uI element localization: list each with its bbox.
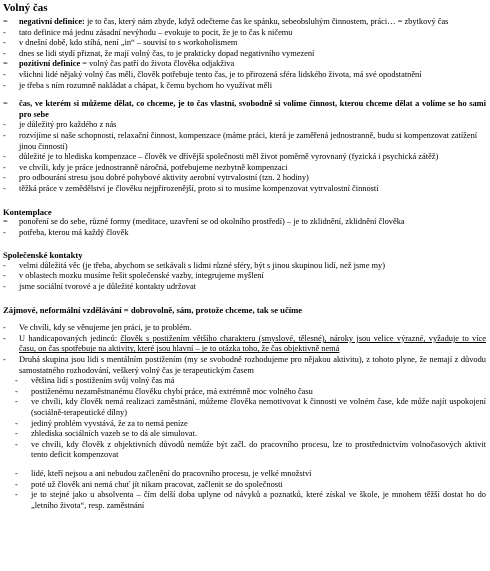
bullet-item — [3, 261, 486, 272]
dash-bullet-icon: - — [3, 162, 6, 172]
text-run: všichni lidé nějaký volný čas měli, člověk potřebuje tento čas, je to přirozená sféra lidského života, má své opodstatnění — [19, 69, 422, 79]
paragraph-spacer — [3, 461, 486, 469]
text-run: ve chvíli, kdy člověk z objektivních důvodů nemůže být začl. do pracovního procesu, lze to prostřednictvím volnočasových aktivit tento deficit kompenzovat — [31, 439, 486, 460]
dash-bullet-icon: - — [3, 48, 6, 58]
bullet-item — [3, 184, 486, 195]
bullet-item — [3, 217, 486, 228]
bullet-text — [31, 419, 486, 430]
text-run: jsme sociální tvorové a je důležité kontakty udržovat — [19, 282, 196, 292]
bullet-item — [3, 480, 486, 491]
text-run: velmi důležitá věc (je třeba, abychom se setkávali s lidmi různé sféry, být s jinou skupinou lidí, než jsme my) — [19, 260, 386, 270]
text-run: = volný čas patří do života člověka odjakživa — [80, 59, 235, 69]
bullet-item — [3, 38, 486, 49]
equals-bullet-icon: = — [3, 59, 8, 69]
bullet-item — [3, 271, 486, 282]
dash-bullet-icon: - — [3, 27, 6, 37]
bullet-item — [3, 429, 486, 440]
dash-bullet-icon: - — [3, 69, 6, 79]
dash-bullet-icon: - — [3, 323, 6, 333]
text-run: rozvíjíme si naše schopnosti, relaxační činnost, kompenzace (máme práci, která je zaměřená jednostranně, budu si kompenzovat zatížení jinou činností) — [19, 130, 478, 151]
dash-bullet-icon: - — [3, 38, 6, 48]
bullet-item — [3, 397, 486, 418]
equals-bullet-icon: = — [3, 99, 8, 109]
bullet-item — [3, 419, 486, 430]
bullet-text — [19, 228, 486, 239]
text-run: je to čas, který nám zbyde, když odečteme čas ke spánku, sebeobsluhým činnostem, práci… = zbytkový čas — [84, 17, 449, 26]
bullet-text — [31, 440, 486, 461]
bullet-text — [19, 28, 486, 39]
bullet-item — [3, 282, 486, 293]
paragraph-spacer — [3, 238, 486, 246]
bullet-text — [31, 490, 486, 511]
bullet-item — [3, 81, 486, 92]
paragraph-spacer — [3, 195, 486, 203]
text-run: negativní definice: — [19, 17, 85, 26]
text-run: potřeba, kterou má každý člověk — [19, 227, 129, 237]
text-run: tato definice má jednu zásadní nevýhodu – evokuje to pocit, že je to čas k ničemu — [19, 27, 293, 37]
bullet-item — [3, 131, 486, 152]
section-heading — [3, 305, 486, 316]
dash-bullet-icon: - — [3, 282, 6, 292]
dash-bullet-icon: - — [3, 130, 6, 140]
bullet-item — [3, 173, 486, 184]
bullet-text — [31, 429, 486, 440]
text-run: důležité je to hlediska kompenzace – člověk ve dřívější společnosti měl život poměrně vyrovnaný (fyzická i psychická zátěž) — [19, 152, 439, 162]
dash-bullet-icon: - — [3, 271, 6, 281]
section-heading — [3, 250, 486, 261]
bullet-text — [19, 131, 486, 152]
dash-bullet-icon: - — [3, 355, 6, 365]
bullet-item — [3, 163, 486, 174]
text-run: v dnešní době, kdo stíhá, není „in“ – souvisí to s workoholismem — [19, 38, 238, 48]
bullet-item — [3, 120, 486, 131]
dash-bullet-icon: - — [15, 386, 18, 396]
page-title: Volný čas — [3, 2, 48, 14]
bullet-item — [3, 376, 486, 387]
bullet-item — [3, 99, 486, 120]
paragraph-spacer — [3, 91, 486, 99]
bullet-item — [3, 387, 486, 398]
bullet-item — [3, 28, 486, 39]
dash-bullet-icon: - — [3, 183, 6, 193]
bullet-text — [19, 323, 486, 334]
bullet-item — [3, 490, 486, 511]
bullet-text — [19, 334, 486, 355]
paragraph-spacer — [3, 293, 486, 301]
text-run: poté už člověk ani nemá chuť jít nikam pracovat, začlenit se do společnosti — [31, 479, 283, 489]
bullet-text — [19, 17, 486, 28]
bullet-item — [3, 152, 486, 163]
text-run: Zájmové, neformální vzdělávání — [3, 304, 122, 315]
paragraph-spacer — [3, 315, 486, 323]
text-run: v oblastech mozku musíme řešit společenské vazby, integrujeme myšlení — [19, 271, 264, 281]
bullet-text — [31, 469, 486, 480]
bullet-text — [19, 38, 486, 49]
bullet-text — [19, 99, 486, 120]
text-run: ve chvíli, kdy je práce jednostranně náročná, potřebujeme nezbytně kompenzaci — [19, 162, 288, 172]
text-run: je třeba s ním rozumně nakládat a chápat, k čemu bychom ho využívat měli — [19, 80, 273, 90]
text-run: postiženému nezaměstnanému člověku chybí práce, má extrémně moc volného času — [31, 386, 313, 396]
dash-bullet-icon: - — [3, 173, 6, 183]
equals-bullet-icon: = — [3, 17, 8, 26]
text-run: těžká práce v zemědělství je člověku nejpřirozenější, proto si to musíme kompenzovat vytrvalostní činností — [19, 183, 379, 193]
bullet-text — [19, 120, 486, 131]
bullet-text — [19, 173, 486, 184]
bullet-text — [31, 397, 486, 418]
dash-bullet-icon: - — [15, 468, 18, 478]
text-run: čas, ve kterém si můžeme dělat, co chceme, je to čas vlastní, svobodně si volíme činnost, kterou chceme dělat a volíme se ho sami pro sebe — [19, 99, 486, 119]
dash-bullet-icon: - — [3, 80, 6, 90]
bullet-text — [19, 81, 486, 92]
bullet-item — [3, 469, 486, 480]
bullet-item — [3, 440, 486, 461]
bullet-text — [19, 271, 486, 282]
text-run: ve chvíli, kdy člověk nemá realizaci zaměstnání, můžeme člověka nemotivovat k činnosti ve volném čase, kde může najít uspokojení (sociálně-terapeutické dílny) — [31, 397, 486, 417]
bullet-text — [19, 261, 486, 272]
dash-bullet-icon: - — [15, 479, 18, 489]
dash-bullet-icon: - — [15, 439, 18, 449]
dash-bullet-icon: - — [3, 260, 6, 270]
dash-bullet-icon: - — [15, 376, 18, 386]
document-body — [3, 17, 486, 511]
bullet-item — [3, 17, 486, 28]
text-run: Kontemplace — [3, 206, 52, 217]
dash-bullet-icon: - — [3, 152, 6, 162]
dash-bullet-icon: - — [3, 227, 6, 237]
bullet-item — [3, 334, 486, 355]
dash-bullet-icon: - — [15, 418, 18, 428]
text-run: lidé, kteří nejsou a ani nebudou začlenění do pracovního procesu, je velké množství — [31, 468, 312, 478]
text-run: pozitivní definice — [19, 59, 81, 69]
section-heading — [3, 207, 486, 218]
dash-bullet-icon: - — [15, 490, 18, 500]
bullet-text — [31, 376, 486, 387]
bullet-text — [19, 217, 486, 228]
text-run: Ve chvíli, kdy se věnujeme jen práci, je to problém. — [19, 323, 192, 333]
bullet-text — [19, 282, 486, 293]
text-run: Druhá skupina jsou lidi s mentálním postižením (my se svobodně rozhodujeme pro nějakou aktivitu), z tohoto plyne, že nemají z důvodu samostatného rozhodování, veškerý volný čas je terapeutickým časem — [19, 355, 486, 375]
dash-bullet-icon: - — [15, 397, 18, 407]
bullet-text — [31, 387, 486, 398]
text-run: je důležitý pro každého z nás — [19, 120, 117, 130]
text-run: je to stejné jako u absolventa – čím delší doba uplyne od návyků a poznatků, které získal ve škole, je mnohem těžší dostat ho do „letního života“, resp. zaměstnání — [31, 490, 486, 510]
bullet-text — [19, 70, 486, 81]
text-run: člověk s postižením většího charakteru (smyslové, tělesné), nároky jsou velice výrazné, vyžaduje to více času, on čas spotřebuje na aktivity, které jsou hlavní – je to otázka toho, že čas objektivně nemá — [19, 333, 486, 354]
bullet-text — [19, 152, 486, 163]
text-run: Společenské kontakty — [3, 250, 83, 261]
bullet-item — [3, 355, 486, 376]
bullet-text — [19, 355, 486, 376]
text-run: ponoření se do sebe, různé formy (meditace, uzavření se od okolního prostředí) – je to zklidnění, zklidnění člověka — [19, 217, 405, 227]
bullet-item — [3, 228, 486, 239]
bullet-text — [19, 59, 486, 70]
bullet-item — [3, 59, 486, 70]
bullet-item — [3, 323, 486, 334]
bullet-text — [19, 184, 486, 195]
text-run: zhledíska sociálních vazeb se to dá ale simulovat. — [31, 429, 198, 439]
dash-bullet-icon: - — [3, 120, 6, 130]
text-run: = dobrovolně, sám, protože chceme, tak se učíme — [121, 304, 303, 315]
bullet-text — [19, 163, 486, 174]
text-run: většina lidí s postižením svůj volný čas má — [31, 376, 175, 386]
bullet-text — [19, 49, 486, 60]
text-run: U handicapovaných jedinců: — [19, 333, 121, 343]
equals-bullet-icon: = — [3, 217, 8, 227]
dash-bullet-icon: - — [3, 333, 6, 343]
bullet-text — [31, 480, 486, 491]
text-run: pro odbourání stresu jsou dobré pohybové aktivity aerobní vytrvalostní (tzn. 2 hodiny) — [19, 173, 309, 183]
bullet-item — [3, 70, 486, 81]
text-run: jediný problém vyvstává, že za to nemá peníze — [31, 418, 188, 428]
text-run: dnes se lidi stydí přiznat, že mají volný čas, to je prakticky dopad negativního vymezení — [19, 48, 315, 58]
bullet-item — [3, 49, 486, 60]
dash-bullet-icon: - — [15, 429, 18, 439]
